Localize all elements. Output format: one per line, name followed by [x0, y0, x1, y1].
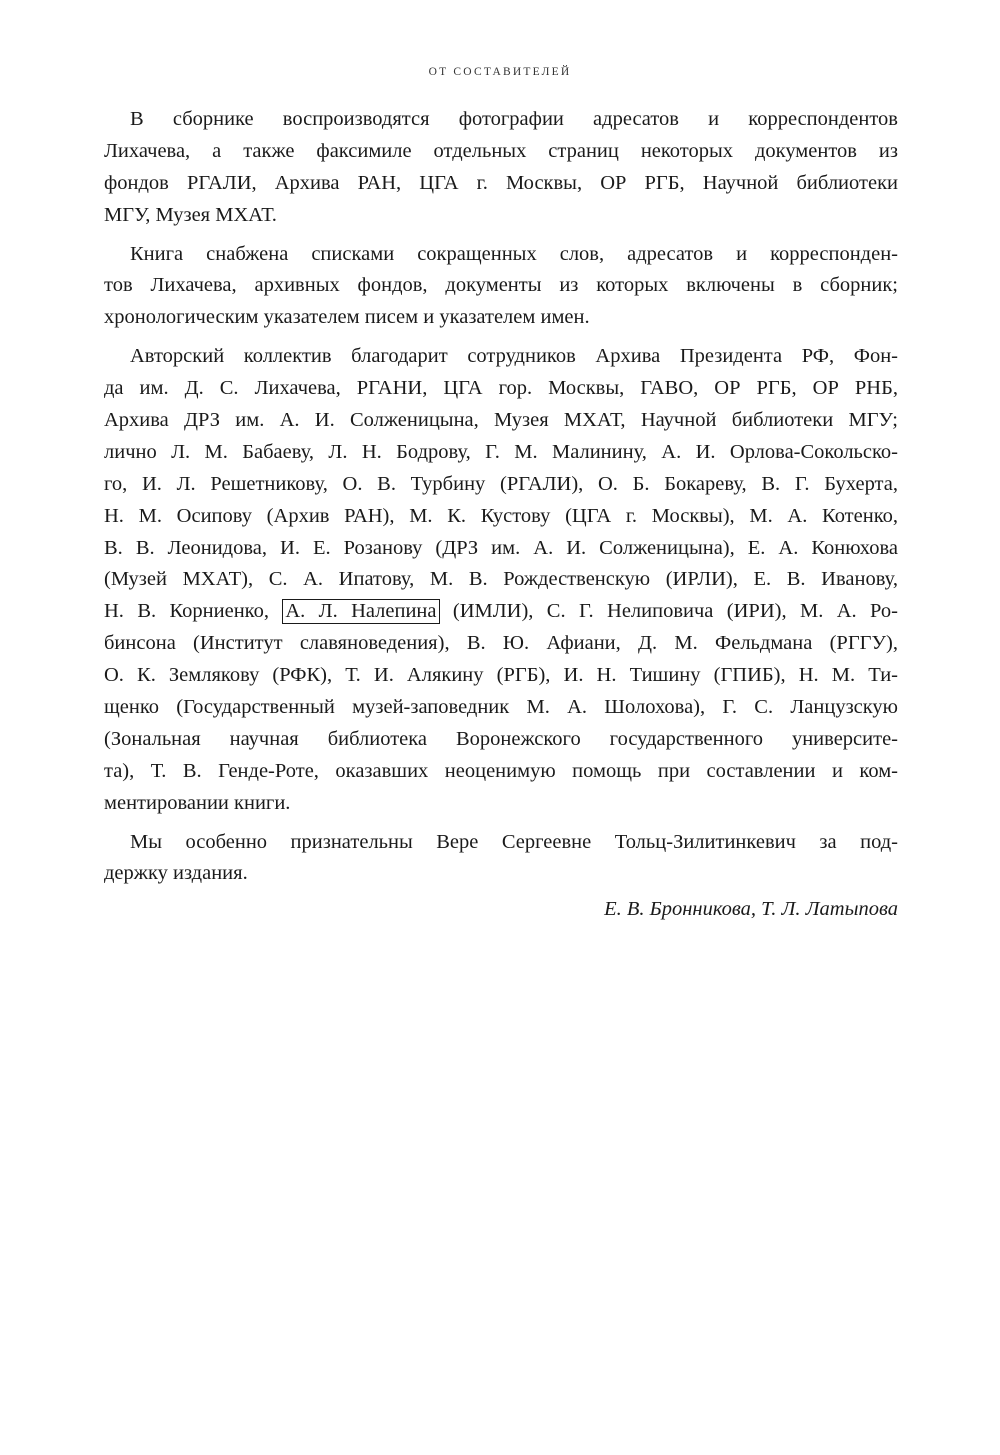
- text-line: го, И. Л. Решетникову, О. В. Турбину (РГАЛИ), О. Б. Бокареву, В. Г. Бухерта,: [104, 472, 898, 495]
- text-line: щенко (Государственный музей-заповедник М. А. Шолохова), Г. С. Ланцузскую: [104, 696, 898, 719]
- text-line: О. К. Землякову (РФК), Т. И. Алякину (РГБ), И. Н. Тишину (ГПИБ), Н. М. Ти-: [104, 664, 898, 687]
- text-line: (Зональная научная библиотека Воронежского государственного университе-: [104, 727, 898, 750]
- highlighted-name-box: А. Л. Налепина: [282, 599, 439, 624]
- text-line: фондов РГАЛИ, Архива РАН, ЦГА г. Москвы, ОР РГБ, Научной библиотеки: [104, 171, 898, 194]
- text-line: Авторский коллектив благодарит сотрудников Архива Президента РФ, Фон-: [130, 345, 898, 368]
- text-line: Н. М. Осипову (Архив РАН), М. К. Кустову (ЦГА г. Москвы), М. А. Котенко,: [104, 504, 898, 527]
- text-line: держку издания.: [104, 862, 248, 885]
- paragraph: [104, 104, 898, 232]
- running-head: ОТ СОСТАВИТЕЛЕЙ: [428, 66, 572, 78]
- text-line: хронологическим указателем писем и указателем имен.: [104, 306, 590, 329]
- text-line: Архива ДРЗ им. А. И. Солженицына, Музея МХАТ, Научной библиотеки МГУ;: [104, 409, 898, 432]
- paragraph: [104, 827, 898, 891]
- main-text: [104, 104, 898, 926]
- text-line-with-box: [104, 596, 898, 628]
- text-line: Мы особенно признательны Вере Сергеевне Тольц-Зилитинкевич за под-: [130, 830, 898, 853]
- text-line: (Музей МХАТ), С. А. Ипатову, М. В. Рождественскую (ИРЛИ), Е. В. Иванову,: [104, 568, 898, 591]
- paragraph: [104, 341, 898, 819]
- paragraph: [104, 239, 898, 335]
- text-line: лично Л. М. Бабаеву, Л. Н. Бодрову, Г. М. Малинину, А. И. Орлова-Сокольско-: [104, 440, 898, 463]
- text-line: бинсона (Институт славяноведения), В. Ю. Афиани, Д. М. Фельдмана (РГГУ),: [104, 632, 898, 655]
- text-line: В сборнике воспроизводятся фотографии адресатов и корреспондентов: [130, 108, 898, 130]
- line-segment: (ИМЛИ), С. Г. Нелиповича (ИРИ), М. А. Ро-: [439, 600, 898, 623]
- text-line: Лихачева, а также факсимиле отдельных страниц некоторых документов из: [104, 139, 898, 162]
- text-line: та), Т. В. Генде-Роте, оказавших неоценимую помощь при составлении и ком-: [104, 759, 898, 782]
- text-line: тов Лихачева, архивных фондов, документы из которых включены в сборник;: [104, 274, 898, 297]
- text-line: ментировании книги.: [104, 791, 291, 814]
- text-line: МГУ, Музея МХАТ.: [104, 203, 277, 226]
- signature: Е. В. Бронникова, Т. Л. Латыпова: [604, 898, 898, 921]
- text-line: Книга снабжена списками сокращенных слов, адресатов и корреспонден-: [130, 242, 898, 265]
- line-segment: Н. В. Корниенко,: [104, 600, 283, 623]
- text-line: В. В. Леонидова, И. Е. Розанову (ДРЗ им. А. И. Солженицына), Е. А. Конюхова: [104, 536, 898, 559]
- text-line: да им. Д. С. Лихачева, РГАНИ, ЦГА гор. Москвы, ГАВО, ОР РГБ, ОР РНБ,: [104, 377, 898, 400]
